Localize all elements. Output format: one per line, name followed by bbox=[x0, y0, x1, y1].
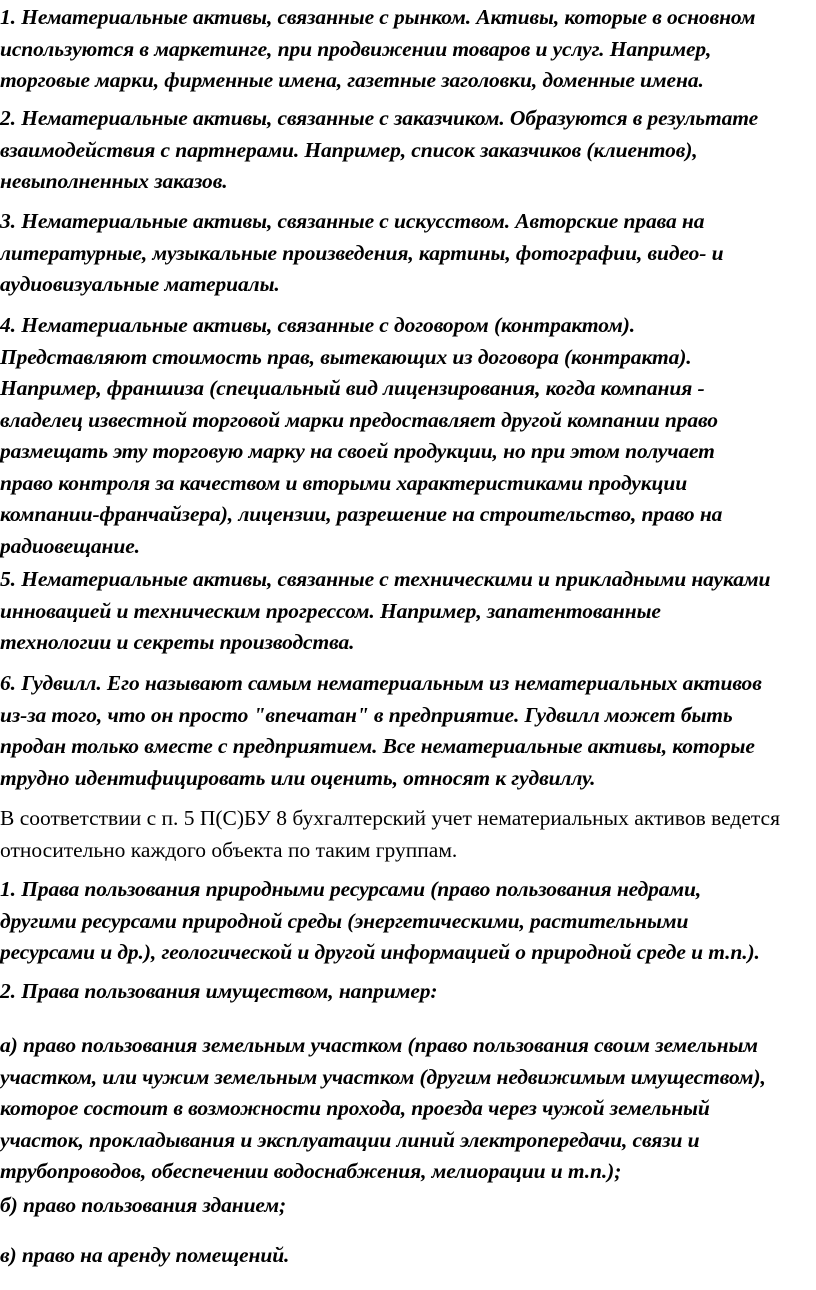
text-line: Представляют стоимость прав, вытекающих из договора (контракта). bbox=[0, 344, 692, 369]
text-line: ресурсами и др.), геологической и другой информацией о природной среде и т.п.). bbox=[0, 940, 760, 964]
text-line: инновацией и техническим прогрессом. Например, запатентованные bbox=[0, 598, 661, 623]
paragraph-technical-assets bbox=[0, 564, 770, 659]
paragraph-goodwill bbox=[0, 668, 762, 794]
text-line: 2. Нематериальные активы, связанные с заказчиком. Образуются в результате bbox=[0, 106, 759, 130]
text-line: 3. Нематериальные активы, связанные с искусством. Авторские права на bbox=[0, 209, 705, 233]
text-line: 1. Права пользования природными ресурсами (право пользования недрами, bbox=[0, 877, 702, 901]
text-line: взаимодействия с партнерами. Например, список заказчиков (клиентов), bbox=[0, 137, 698, 162]
text-line: из-за того, что он просто "впечатан" в предприятие. Гудвилл может быть bbox=[0, 702, 733, 727]
text-line: владелец известной торговой марки предоставляет другой компании право bbox=[0, 407, 718, 432]
text-line: трудно идентифицировать или оценить, относят к гудвиллу. bbox=[0, 765, 596, 790]
text-line: участок, прокладывания и эксплуатации линий электропередачи, связи и bbox=[0, 1127, 700, 1152]
text-line: относительно каждого объекта по таким группам. bbox=[0, 837, 458, 862]
paragraph-property-rights bbox=[0, 976, 437, 1008]
paragraph-natural-resources-rights bbox=[0, 874, 760, 969]
text-line: 6. Гудвилл. Его называют самым нематериальным из нематериальных активов bbox=[0, 671, 762, 695]
text-line: Например, франшиза (специальный вид лицензирования, когда компания - bbox=[0, 376, 705, 400]
text-line: аудиовизуальные материалы. bbox=[0, 272, 280, 296]
text-line: 5. Нематериальные активы, связанные с техническими и прикладными науками bbox=[0, 567, 771, 591]
text-line: трубопроводов, обеспечении водоснабжения, мелиорации и т.п.); bbox=[0, 1159, 622, 1183]
text-line: 1. Нематериальные активы, связанные с рынком. Активы, которые в основном bbox=[0, 5, 756, 29]
paragraph-contract-assets bbox=[0, 310, 722, 562]
text-line: 2. Права пользования имуществом, например: bbox=[0, 979, 438, 1003]
text-line: а) право пользования земельным участком (право пользования своим земельным bbox=[0, 1033, 758, 1057]
text-line: участком, или чужим земельным участком (другим недвижимым имуществом), bbox=[0, 1064, 766, 1089]
paragraph-customer-assets bbox=[0, 103, 758, 198]
text-line: невыполненных заказов. bbox=[0, 169, 228, 193]
text-line: которое состоит в возможности прохода, проезда через чужой земельный bbox=[0, 1096, 710, 1120]
text-line: торговые марки, фирменные имена, газетные заголовки, доменные имена. bbox=[0, 68, 704, 92]
paragraph-market-assets bbox=[0, 2, 755, 97]
paragraph-art-assets bbox=[0, 206, 723, 301]
text-line: право контроля за качеством и вторыми характеристиками продукции bbox=[0, 470, 688, 495]
text-line: продан только вместе с предприятием. Все нематериальные активы, которые bbox=[0, 734, 755, 758]
paragraph-land-use-right bbox=[0, 1030, 766, 1188]
text-line: б) право пользования зданием; bbox=[0, 1193, 287, 1217]
paragraph-accounting-groups-intro bbox=[0, 803, 780, 866]
text-line: размещать эту торговую марку на своей продукции, но при этом получает bbox=[0, 439, 715, 463]
text-line: в) право на аренду помещений. bbox=[0, 1243, 290, 1267]
text-line: литературные, музыкальные произведения, картины, фотографии, видео- и bbox=[0, 240, 724, 265]
text-line: В соответствии с п. 5 П(С)БУ 8 бухгалтерский учет нематериальных активов ведется bbox=[0, 806, 780, 830]
text-line: используются в маркетинге, при продвижении товаров и услуг. Например, bbox=[0, 36, 712, 61]
text-line: технологии и секреты производства. bbox=[0, 630, 355, 654]
text-line: 4. Нематериальные активы, связанные с договором (контрактом). bbox=[0, 313, 636, 337]
text-line: другими ресурсами природной среды (энергетическими, растительными bbox=[0, 908, 689, 933]
text-line: радиовещание. bbox=[0, 533, 140, 558]
paragraph-building-use-right bbox=[0, 1190, 286, 1222]
text-line: компании-франчайзера), лицензии, разрешение на строительство, право на bbox=[0, 502, 723, 526]
paragraph-premises-lease-right bbox=[0, 1240, 289, 1272]
